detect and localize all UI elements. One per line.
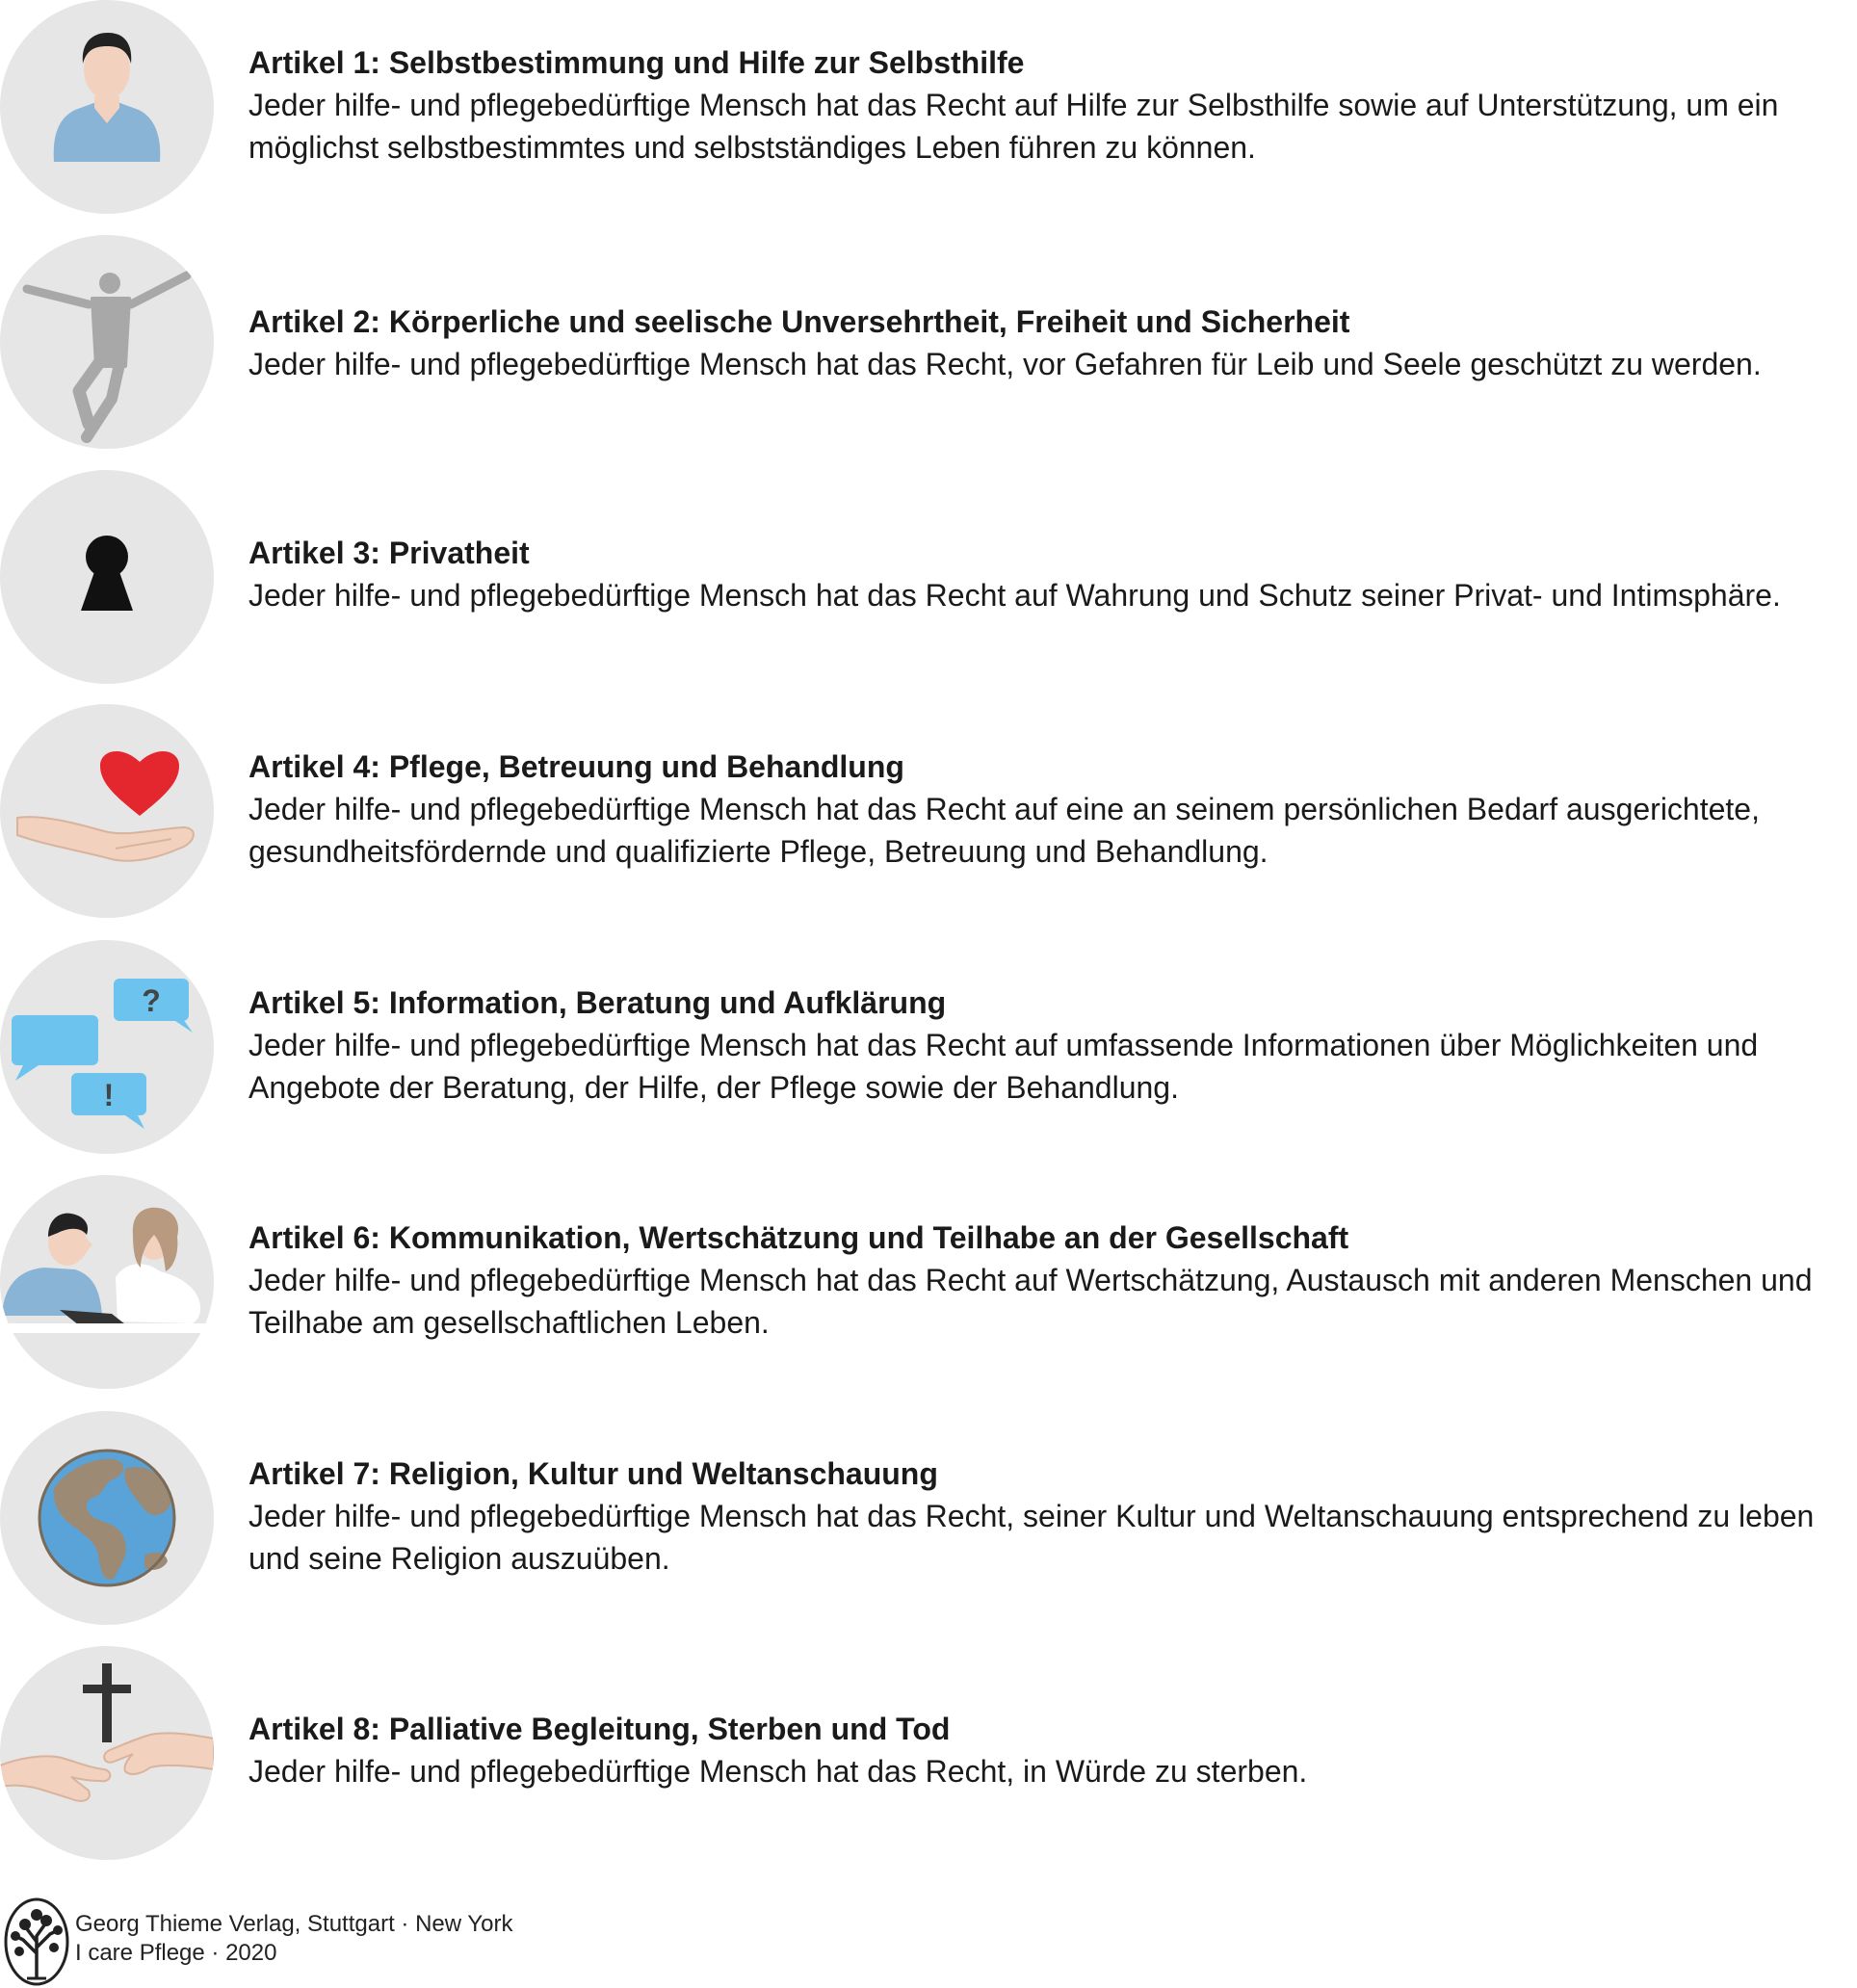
article-4-text: Jeder hilfe- und pflegebedürftige Mensch hat das Recht auf eine an seinem persönlichen Bedarf ausgerichtete, gesundheitsfördernde und qualifizierte Pflege, Betreuung und Behandlung.: [248, 792, 1760, 869]
article-8-title: Artikel 8: Palliative Begleitung, Sterben und Tod: [248, 1712, 951, 1746]
article-3-illustration: [0, 470, 214, 684]
article-5-title: Artikel 5: Information, Beratung und Aufklärung: [248, 985, 947, 1020]
svg-text:!: !: [103, 1078, 115, 1112]
cross-hands-icon: [0, 1646, 214, 1860]
conversation-icon: [0, 1175, 214, 1389]
speech-bubbles-icon: [0, 940, 214, 1154]
article-5-text: Jeder hilfe- und pflegebedürftige Mensch hat das Recht auf umfassende Informationen über Möglichkeiten und Angebote der Beratung, der Hilfe, der Pflege sowie der Behandlung.: [248, 1028, 1759, 1105]
article-4: [0, 704, 1857, 918]
svg-text:?: ?: [142, 983, 161, 1018]
article-8-illustration: [0, 1646, 214, 1860]
article-8-text: Jeder hilfe- und pflegebedürftige Mensch hat das Recht, in Würde zu sterben.: [248, 1754, 1308, 1789]
keyhole-icon: [0, 470, 214, 684]
article-6-text: Jeder hilfe- und pflegebedürftige Mensch hat das Recht auf Wertschätzung, Austausch mit anderen Menschen und Teilhabe am gesellschaftlichen Leben.: [248, 1263, 1813, 1340]
article-7: [0, 1411, 1857, 1625]
publisher-line: Georg Thieme Verlag, Stuttgart · New York: [75, 1911, 513, 1937]
hand-heart-icon: [0, 704, 214, 918]
article-5: [0, 940, 1857, 1154]
jumping-person-icon: [0, 235, 214, 449]
person-portrait-icon: [0, 0, 214, 214]
article-1-title: Artikel 1: Selbstbestimmung und Hilfe zur Selbsthilfe: [248, 45, 1025, 80]
article-3-title: Artikel 3: Privatheit: [248, 536, 530, 570]
article-3: [0, 470, 1857, 684]
article-7-text: Jeder hilfe- und pflegebedürftige Mensch hat das Recht, seiner Kultur und Weltanschauung entsprechend zu leben und seine Religion auszuüben.: [248, 1499, 1815, 1576]
article-7-illustration: [0, 1411, 214, 1625]
article-4-illustration: [0, 704, 214, 918]
article-4-title: Artikel 4: Pflege, Betreuung und Behandlung: [248, 749, 904, 784]
article-3-text: Jeder hilfe- und pflegebedürftige Mensch hat das Recht auf Wahrung und Schutz seiner Privat- und Intimsphäre.: [248, 578, 1781, 613]
article-8: [0, 1646, 1857, 1860]
article-2-title: Artikel 2: Körperliche und seelische Unversehrtheit, Freiheit und Sicherheit: [248, 304, 1350, 339]
article-5-illustration: [0, 940, 214, 1154]
article-2: [0, 235, 1857, 449]
globe-icon: [0, 1411, 214, 1625]
article-2-text: Jeder hilfe- und pflegebedürftige Mensch hat das Recht, vor Gefahren für Leib und Seele geschützt zu werden.: [248, 347, 1762, 381]
article-6: [0, 1175, 1857, 1389]
article-1-text: Jeder hilfe- und pflegebedürftige Mensch hat das Recht auf Hilfe zur Selbsthilfe sowie auf Unterstützung, um ein möglichst selbstbestimmtes und selbstständiges Leben führen zu können.: [248, 88, 1779, 165]
article-6-title: Artikel 6: Kommunikation, Wertschätzung und Teilhabe an der Gesellschaft: [248, 1220, 1349, 1255]
article-6-illustration: [0, 1175, 214, 1389]
article-7-title: Artikel 7: Religion, Kultur und Weltanschauung: [248, 1456, 938, 1491]
article-2-illustration: [0, 235, 214, 449]
footer: [0, 1894, 674, 1988]
article-1-illustration: [0, 0, 214, 214]
book-line: I care Pflege · 2020: [75, 1940, 277, 1966]
article-1: [0, 0, 1857, 214]
thieme-tree-logo: [4, 1897, 69, 1986]
